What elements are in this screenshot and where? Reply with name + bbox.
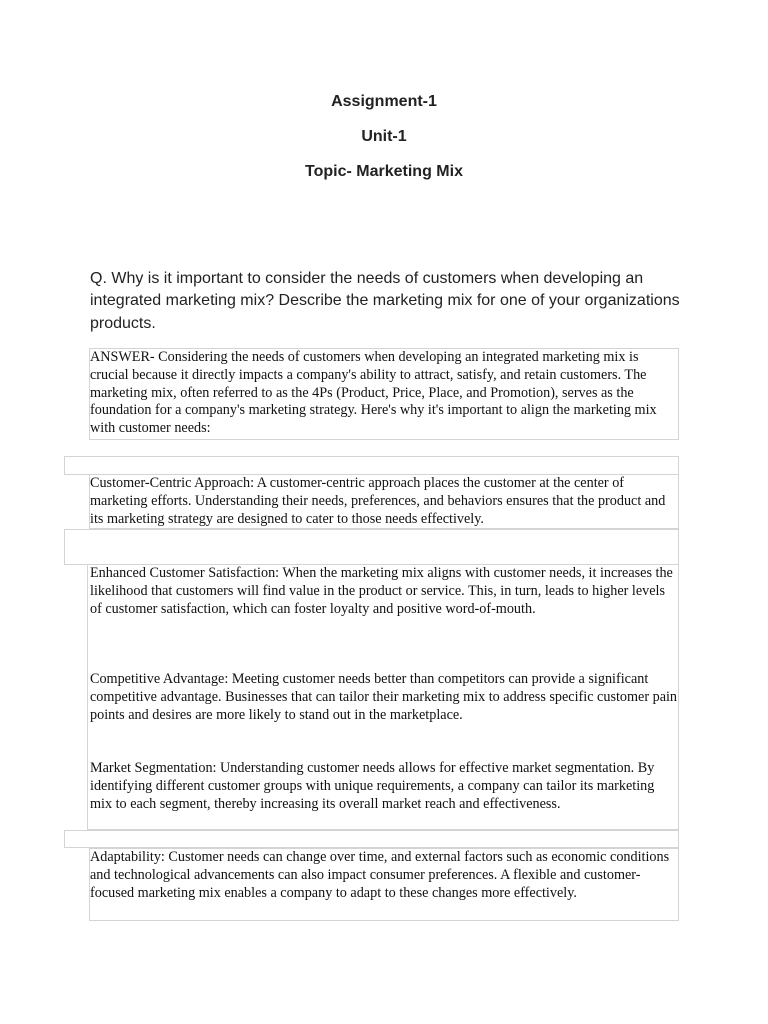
unit-title: Unit-1 [361, 128, 407, 145]
answer-paragraph: ANSWER- Considering the needs of customers when developing an integrated marketing mix is crucial because it directly impacts a company's ability to attract, satisfy, and retain customers. The marketing mix, often referred to as the 4Ps (Product, Price, Place, and Promotion), serves as the foundation for a company's marketing strategy. Here's why it's important to align the marketing mix with customer needs: [90, 349, 657, 437]
competitive-advantage-paragraph: Competitive Advantage: Meeting customer needs better than competitors can provide a significant competitive advantage. Businesses that can tailor their marketing mix to address specific customer pain points and desires are more likely to stand out in the marketplace. [90, 671, 678, 723]
question-text: Q. Why is it important to consider the needs of customers when developing an integrated marketing mix? Describe the marketing mix for one of your organizations products. [90, 270, 680, 332]
customer-satisfaction-paragraph: Enhanced Customer Satisfaction: When the marketing mix aligns with customer needs, it increases the likelihood that customers will find value in the product or service. This, in turn, leads to higher levels of customer satisfaction, which can foster loyalty and positive word-of-mouth. [90, 565, 673, 617]
customer-centric-paragraph: Customer-Centric Approach: A customer-centric approach places the customer at the center of marketing efforts. Understanding their needs, preferences, and behaviors ensures that the product and its marketing strategy are designed to cater to those needs effectively. [90, 475, 666, 527]
topic-title: Topic- Marketing Mix [305, 163, 463, 180]
spacer-row-2 [64, 529, 679, 565]
adaptability-paragraph: Adaptability: Customer needs can change over time, and external factors such as economic conditions and technological advancements can also impact consumer preferences. A flexible and customer-focused marketing mix enables a company to adapt to these changes more effectively. [90, 849, 670, 901]
spacer-row-3 [64, 830, 679, 848]
market-segmentation-paragraph: Market Segmentation: Understanding customer needs allows for effective market segmentation. By identifying different customer groups with unique requirements, a company can tailor its marketing mix to each segment, thereby increasing its overall market reach and effectiveness. [90, 760, 655, 812]
assignment-title: Assignment-1 [331, 93, 437, 110]
spacer-row-1 [64, 456, 679, 475]
